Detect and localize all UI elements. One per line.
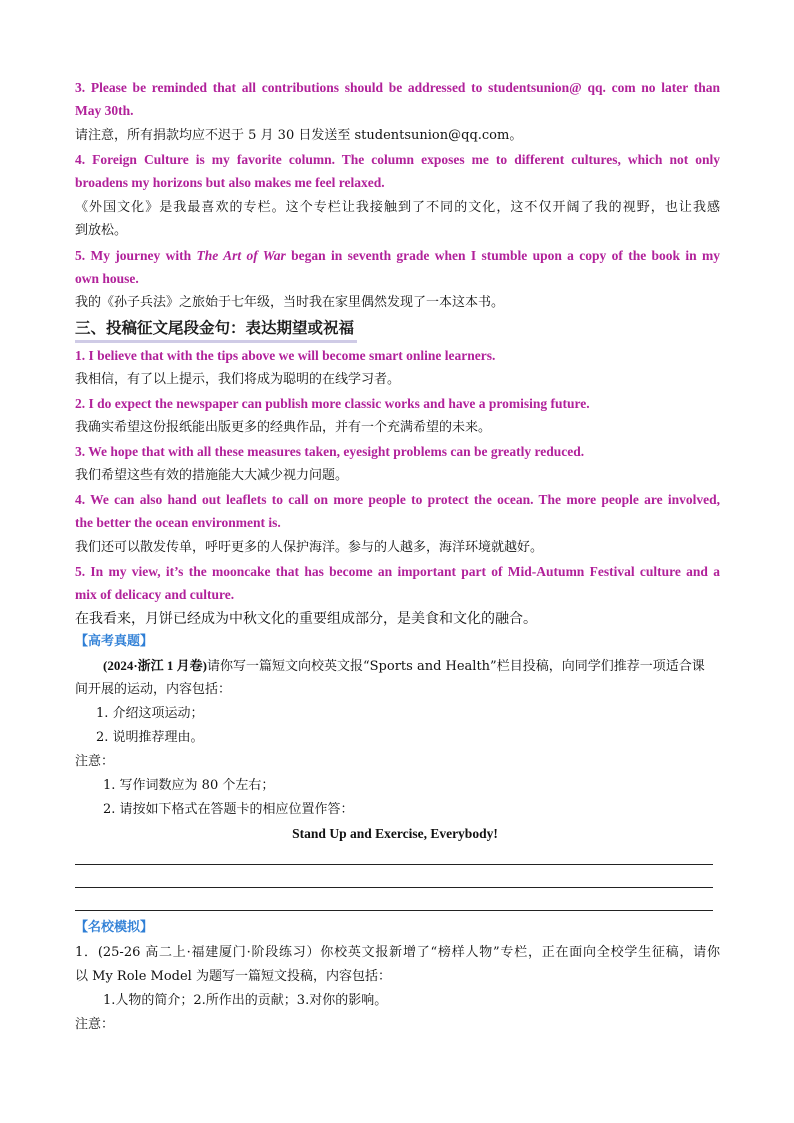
- gaokao-note-1: 1. 写作词数应为 80 个左右；: [103, 778, 275, 793]
- essay-title: Stand Up and Exercise, Everybody!: [292, 826, 498, 841]
- closing-5-english-line2: mix of delicacy and culture.: [75, 587, 235, 602]
- sentence-4-chinese-line1: 《外国文化》是我最喜欢的专栏。这个专栏让我接触到了不同的文化，这不仅开阔了我的视野，也让我感: [75, 200, 720, 215]
- mock-prompt-line2: 以 My Role Model 为题写一篇短文投稿，内容包括：: [75, 969, 391, 984]
- sentence-4-english-line1: 4. Foreign Culture is my favorite column. The column exposes me to different cultures, which not only: [75, 152, 720, 167]
- sentence-4-chinese-line2: 到放松。: [75, 223, 128, 238]
- gaokao-point-1: 1. 介绍这项运动；: [96, 706, 204, 721]
- mock-points: 1.人物的简介；2.所作出的贡献；3.对你的影响。: [103, 993, 388, 1008]
- closing-3-english: 3. We hope that with all these measures taken, eyesight problems can be greatly reduced.: [75, 444, 585, 459]
- book-title: The Art of War: [196, 248, 286, 263]
- closing-2-chinese: 我确实希望这份报纸能出版更多的经典作品，并有一个充满希望的未来。: [75, 420, 492, 435]
- sentence-3-chinese: 请注意，所有捐款均应不迟于 5 月 30 日发送至 studentsunion@qq.com。: [75, 128, 523, 143]
- closing-4-english-line1: 4. We can also hand out leaflets to call on more people to protect the ocean. The more people are involved,: [75, 492, 720, 507]
- gaokao-source: (2024·浙江 1 月卷): [103, 658, 207, 673]
- sentence-5-english-line1: [75, 244, 720, 268]
- sentence-3-english-line2: May 30th.: [75, 103, 134, 118]
- sentence-3-english-line1: 3. Please be reminded that all contributions should be addressed to studentsunion@ qq. com no later than: [75, 80, 720, 95]
- sentence-5-prefix: 5. My journey with: [75, 248, 197, 263]
- answer-line-3: [75, 910, 713, 911]
- gaokao-prompt-text: 请你写一篇短文向校英文报“Sports and Health”栏目投稿，向同学们推荐一项适合课: [207, 659, 705, 674]
- mock-tag: 【名校模拟】: [75, 920, 154, 935]
- gaokao-prompt-line2: 间开展的运动，内容包括：: [75, 682, 232, 697]
- mock-prompt-line1: 1．(25-26 高二上·福建厦门·阶段练习）你校英文报新增了“榜样人物”专栏，正在面向全校学生征稿，请你: [75, 945, 720, 960]
- gaokao-tag: 【高考真题】: [75, 634, 154, 649]
- mock-note-label: 注意：: [75, 1017, 115, 1032]
- gaokao-note-2: 2. 请按如下格式在答题卡的相应位置作答：: [103, 802, 354, 817]
- closing-1-english: 1. I believe that with the tips above we will become smart online learners.: [75, 348, 496, 363]
- gaokao-point-2: 2. 说明推荐理由。: [96, 730, 204, 745]
- closing-4-english-line2: the better the ocean environment is.: [75, 515, 281, 530]
- closing-3-chinese: 我们希望这些有效的措施能大大减少视力问题。: [75, 468, 349, 483]
- answer-line-2: [75, 887, 713, 888]
- answer-line-1: [75, 864, 713, 865]
- section-heading: 三、投稿征文尾段金句：表达期望或祝福: [75, 318, 355, 337]
- sentence-5-chinese: 我的《孙子兵法》之旅始于七年级，当时我在家里偶然发现了一本这本书。: [75, 295, 505, 310]
- gaokao-prompt-line1: [103, 654, 720, 679]
- closing-5-chinese: 在我看来，月饼已经成为中秋文化的重要组成部分，是美食和文化的融合。: [75, 611, 537, 627]
- closing-1-chinese: 我相信，有了以上提示，我们将成为聪明的在线学习者。: [75, 372, 401, 387]
- sentence-5-suffix: began in seventh grade when I stumble upon a copy of the book in my: [285, 248, 721, 263]
- gaokao-note-label: 注意：: [75, 754, 115, 769]
- closing-4-chinese: 我们还可以散发传单，呼吁更多的人保护海洋。参与的人越多，海洋环境就越好。: [75, 540, 544, 555]
- closing-5-english-line1: 5. In my view, it’s the mooncake that has become an important part of Mid-Autumn Festival culture and a: [75, 564, 720, 579]
- closing-2-english: 2. I do expect the newspaper can publish more classic works and have a promising future.: [75, 396, 590, 411]
- sentence-4-english-line2: broadens my horizons but also makes me feel relaxed.: [75, 175, 385, 190]
- sentence-5-english-line2: own house.: [75, 271, 139, 286]
